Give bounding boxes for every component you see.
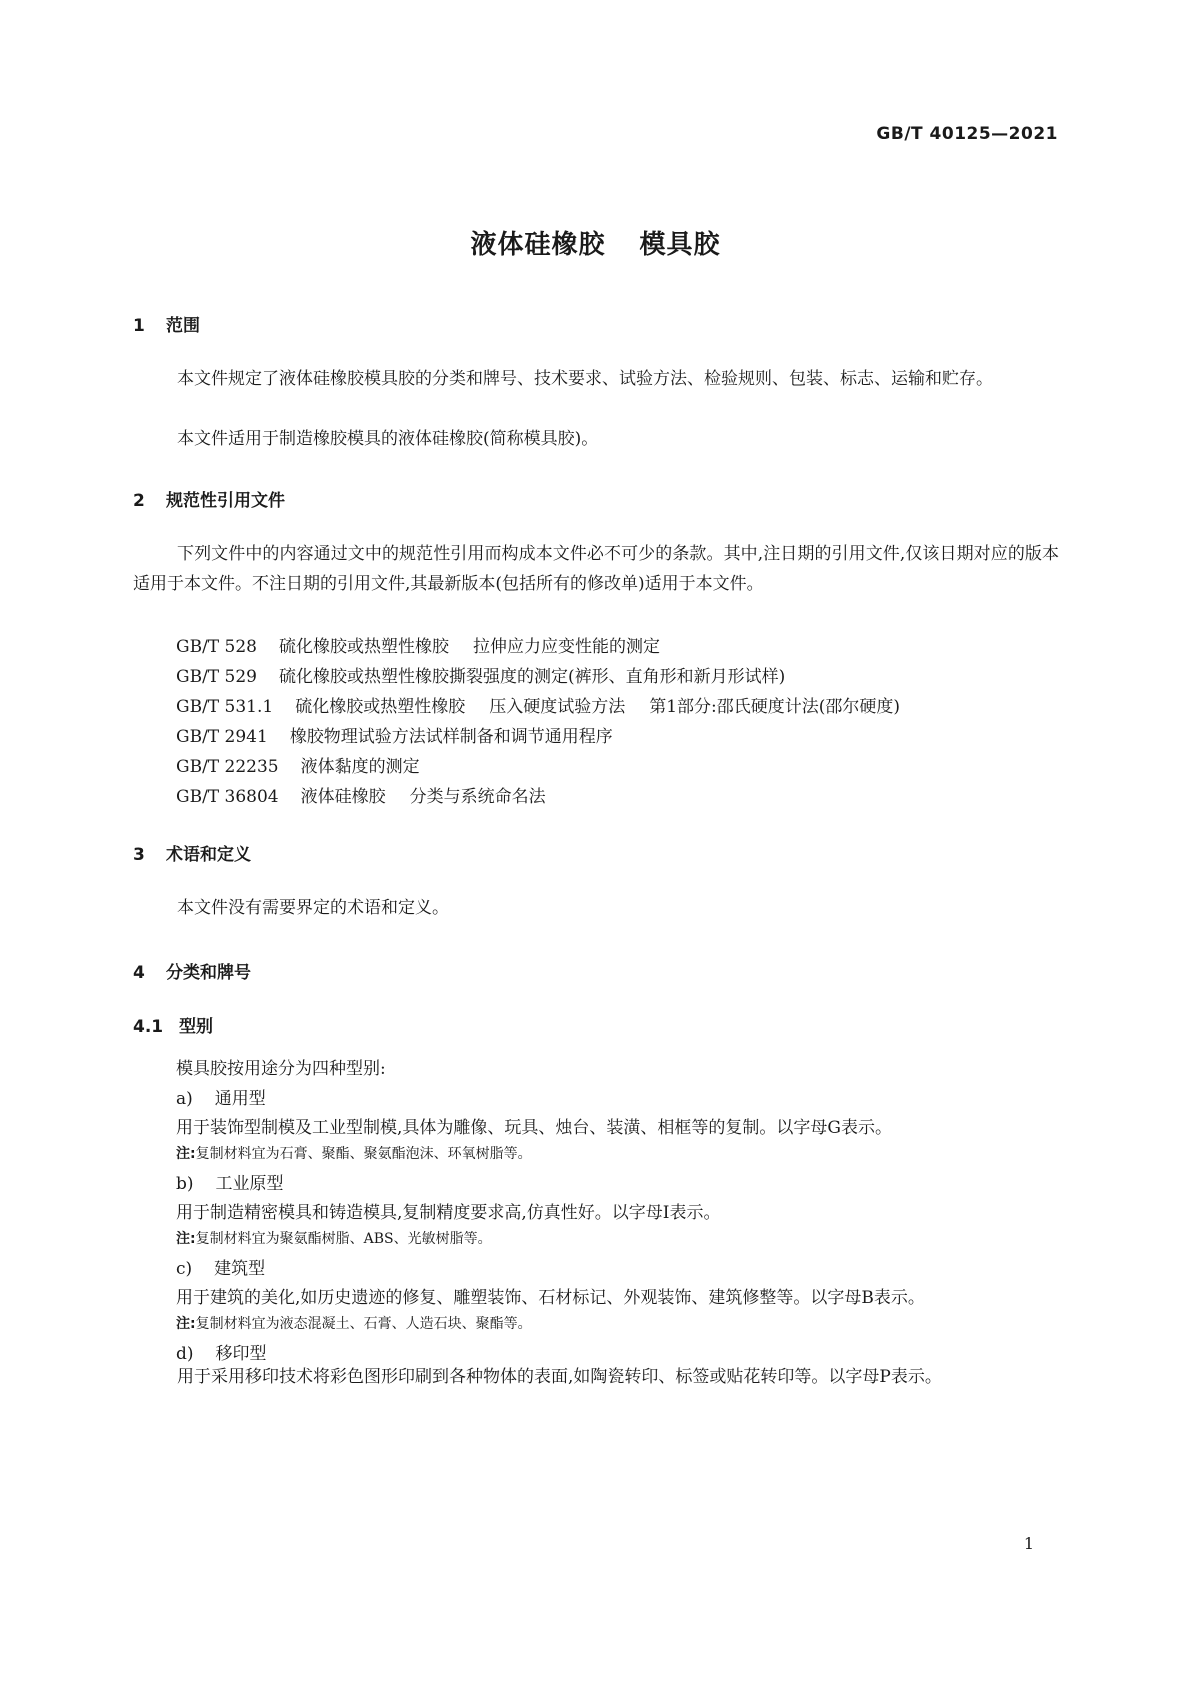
note-label: 注: bbox=[176, 1146, 196, 1162]
section-heading-4 bbox=[133, 958, 251, 983]
note-label: 注: bbox=[176, 1316, 196, 1332]
section-number: 4 bbox=[133, 963, 145, 983]
reference-item bbox=[176, 632, 660, 657]
reference-title: 分类与系统命名法 bbox=[409, 787, 546, 807]
reference-title: 压入硬度试验方法 bbox=[489, 697, 626, 717]
paragraph: 下列文件中的内容通过文中的规范性引用而构成本文件必不可少的条款。其中,注日期的引用文件,仅该日期对应的版本适用于本文件。不注日期的引用文件,其最新版本(包括所有的修改单)适用于本文件。 bbox=[133, 544, 1059, 594]
item-name: 建筑型 bbox=[214, 1259, 266, 1279]
reference-item bbox=[176, 662, 785, 687]
reference-code: GB/T 531.1 bbox=[176, 697, 274, 717]
document-title bbox=[0, 224, 1191, 261]
section-number: 3 bbox=[133, 845, 145, 865]
reference-item bbox=[176, 782, 546, 807]
reference-title: 硫化橡胶或热塑性橡胶撕裂强度的测定(裤形、直角形和新月形试样) bbox=[279, 667, 786, 687]
reference-title: 硫化橡胶或热塑性橡胶 bbox=[295, 697, 466, 717]
reference-item bbox=[176, 692, 900, 717]
reference-title: 硫化橡胶或热塑性橡胶 bbox=[279, 637, 449, 657]
note bbox=[176, 1143, 532, 1163]
title-part-2: 模具胶 bbox=[639, 230, 721, 260]
section-heading-1 bbox=[133, 311, 200, 336]
note bbox=[176, 1313, 532, 1333]
reference-item bbox=[176, 722, 613, 747]
subsection-number: 4.1 bbox=[133, 1017, 164, 1037]
list-item-marker bbox=[176, 1169, 284, 1194]
section-heading-3 bbox=[133, 840, 251, 865]
item-name: 通用型 bbox=[214, 1089, 266, 1109]
subsection-title: 型别 bbox=[179, 1017, 213, 1037]
reference-title: 液体黏度的测定 bbox=[300, 757, 420, 777]
reference-title: 橡胶物理试验方法试样制备和调节通用程序 bbox=[289, 727, 613, 747]
section-title: 范围 bbox=[166, 316, 200, 336]
page-number: 1 bbox=[1023, 1534, 1034, 1553]
note-text: 复制材料宜为石膏、聚酯、聚氨酯泡沫、环氧树脂等。 bbox=[195, 1146, 532, 1162]
item-description: 用于建筑的美化,如历史遗迹的修复、雕塑装饰、石材标记、外观装饰、建筑修整等。以字母B表示。 bbox=[176, 1288, 925, 1308]
item-name: 移印型 bbox=[215, 1344, 267, 1364]
item-mark: a) bbox=[176, 1089, 193, 1109]
list-item-marker bbox=[176, 1084, 266, 1109]
item-description: 用于制造精密模具和铸造模具,复制精度要求高,仿真性好。以字母I表示。 bbox=[176, 1203, 721, 1223]
reference-code: GB/T 22235 bbox=[176, 757, 279, 777]
item-name: 工业原型 bbox=[215, 1174, 284, 1194]
intro-text: 模具胶按用途分为四种型别: bbox=[176, 1059, 386, 1079]
item-description: 用于采用移印技术将彩色图形印刷到各种物体的表面,如陶瓷转印、标签或贴花转印等。以字母P表示。 bbox=[177, 1367, 942, 1387]
reference-title: 第1部分:邵氏硬度计法(邵尔硬度) bbox=[649, 697, 901, 717]
note-text: 复制材料宜为聚氨酯树脂、ABS、光敏树脂等。 bbox=[195, 1231, 492, 1247]
reference-title: 拉伸应力应变性能的测定 bbox=[473, 637, 660, 657]
reference-code: GB/T 36804 bbox=[176, 787, 279, 807]
note bbox=[176, 1228, 492, 1248]
reference-code: GB/T 529 bbox=[176, 667, 257, 687]
section-number: 1 bbox=[133, 316, 145, 336]
section-title: 分类和牌号 bbox=[166, 963, 251, 983]
item-mark: b) bbox=[176, 1174, 194, 1194]
title-part-1: 液体硅橡胶 bbox=[470, 230, 606, 260]
section-title: 规范性引用文件 bbox=[166, 491, 285, 511]
reference-title: 液体硅橡胶 bbox=[300, 787, 386, 807]
paragraph: 本文件适用于制造橡胶模具的液体硅橡胶(简称模具胶)。 bbox=[177, 429, 599, 449]
section-title: 术语和定义 bbox=[166, 845, 251, 865]
paragraph: 本文件规定了液体硅橡胶模具胶的分类和牌号、技术要求、试验方法、检验规则、包装、标志、运输和贮存。 bbox=[177, 369, 993, 389]
list-item-marker bbox=[176, 1339, 267, 1364]
item-description: 用于装饰型制模及工业型制模,具体为雕像、玩具、烛台、装潢、相框等的复制。以字母G表示。 bbox=[176, 1118, 892, 1138]
reference-code: GB/T 2941 bbox=[176, 727, 268, 747]
item-mark: d) bbox=[176, 1344, 194, 1364]
subsection-heading-4-1 bbox=[133, 1012, 213, 1037]
section-heading-2 bbox=[133, 486, 285, 511]
reference-item bbox=[176, 752, 420, 777]
item-mark: c) bbox=[176, 1259, 193, 1279]
reference-code: GB/T 528 bbox=[176, 637, 257, 657]
paragraph: 本文件没有需要界定的术语和定义。 bbox=[177, 898, 449, 918]
note-label: 注: bbox=[176, 1231, 196, 1247]
standard-code: GB/T 40125—2021 bbox=[876, 124, 1058, 144]
note-text: 复制材料宜为液态混凝土、石膏、人造石块、聚酯等。 bbox=[195, 1316, 532, 1332]
list-item-marker bbox=[176, 1254, 265, 1279]
section-number: 2 bbox=[133, 491, 145, 511]
